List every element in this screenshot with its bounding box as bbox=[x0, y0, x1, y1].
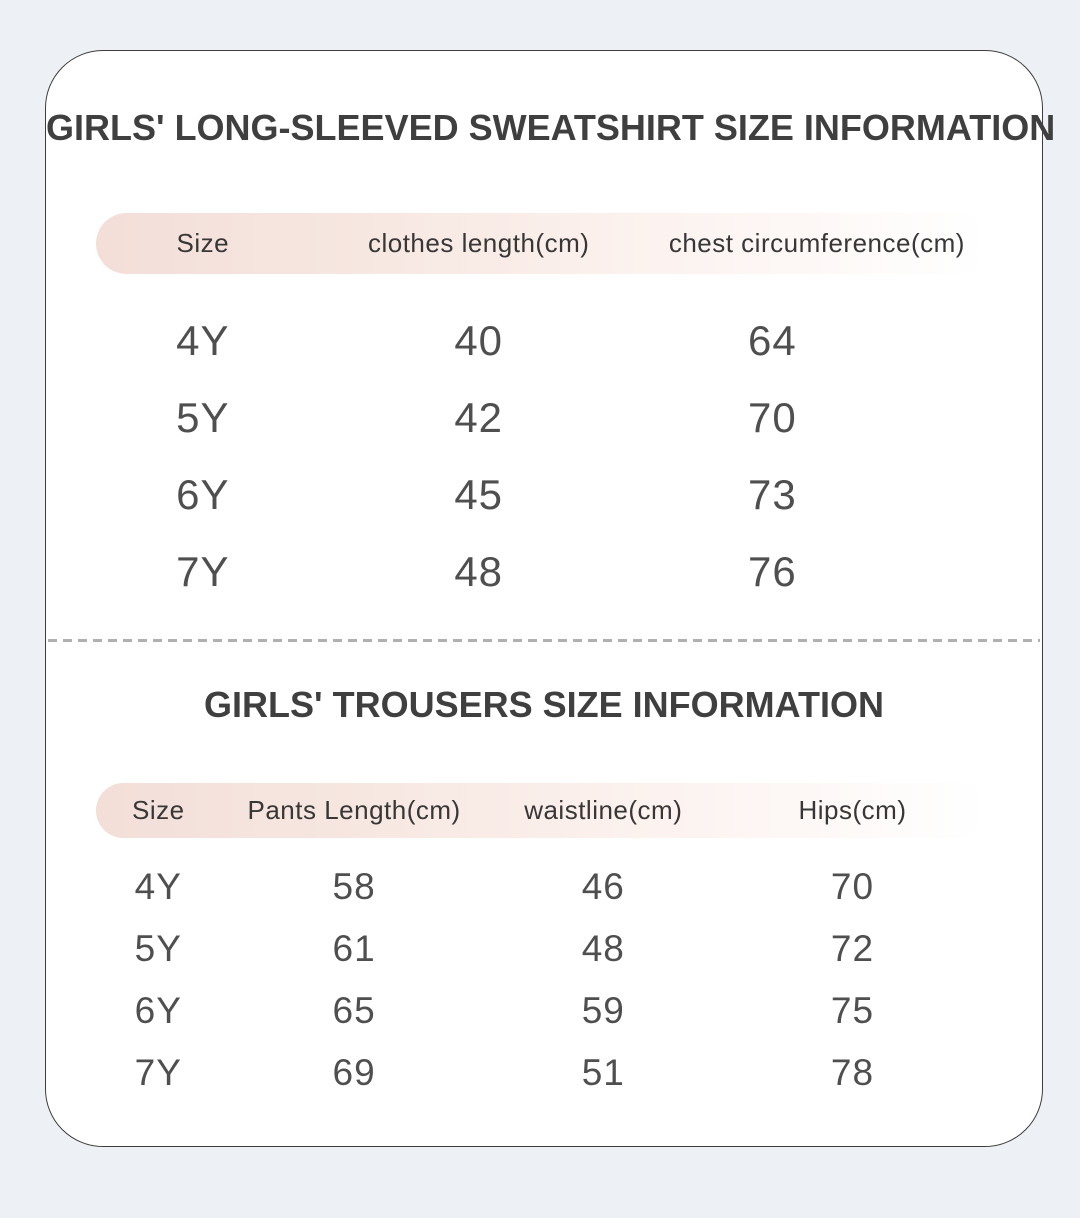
size-cell: 6Y bbox=[134, 990, 182, 1031]
header-pants-length: Pants Length(cm) bbox=[247, 795, 461, 825]
header-hips: Hips(cm) bbox=[798, 795, 907, 825]
waistline-cell: 59 bbox=[581, 990, 625, 1031]
sweatshirt-section-title: GIRLS' LONG-SLEEVED SWEATSHIRT SIZE INFORMATION bbox=[46, 107, 1056, 148]
chest-circumference-cell: 64 bbox=[748, 316, 797, 364]
waistline-cell: 51 bbox=[581, 1052, 625, 1093]
hips-cell: 75 bbox=[830, 990, 875, 1031]
hips-cell: 70 bbox=[830, 866, 875, 907]
size-cell: 4Y bbox=[176, 316, 230, 364]
table-row bbox=[96, 918, 986, 980]
header-waistline: waistline(cm) bbox=[524, 795, 683, 825]
size-cell: 5Y bbox=[134, 928, 182, 969]
pants-length-cell: 58 bbox=[332, 866, 376, 907]
sweatshirt-header-row bbox=[96, 213, 986, 274]
chest-circumference-cell: 73 bbox=[748, 470, 797, 518]
clothes-length-cell: 48 bbox=[454, 547, 504, 595]
hips-cell: 78 bbox=[830, 1052, 875, 1093]
size-info-card bbox=[45, 50, 1056, 1147]
table-row bbox=[96, 302, 986, 379]
header-clothes-length: clothes length(cm) bbox=[367, 228, 590, 258]
chest-circumference-cell: 70 bbox=[748, 393, 797, 441]
trousers-section-title: GIRLS' TROUSERS SIZE INFORMATION bbox=[204, 684, 884, 725]
pants-length-cell: 65 bbox=[332, 990, 376, 1031]
size-cell: 6Y bbox=[176, 470, 230, 518]
trousers-table-body bbox=[96, 856, 986, 1104]
waistline-cell: 46 bbox=[581, 866, 625, 907]
table-row bbox=[96, 533, 986, 610]
waistline-cell: 48 bbox=[581, 928, 625, 969]
size-cell: 7Y bbox=[176, 547, 230, 595]
hips-cell: 72 bbox=[830, 928, 875, 969]
table-row bbox=[96, 456, 986, 533]
header-size: Size bbox=[132, 795, 185, 825]
table-row bbox=[96, 980, 986, 1042]
chest-circumference-cell: 76 bbox=[748, 547, 797, 595]
table-row bbox=[96, 1042, 986, 1104]
table-row bbox=[96, 379, 986, 456]
size-cell: 7Y bbox=[134, 1052, 182, 1093]
table-row bbox=[96, 856, 986, 918]
sweatshirt-table-body bbox=[96, 302, 986, 610]
pants-length-cell: 61 bbox=[332, 928, 376, 969]
dashed-divider bbox=[48, 639, 1040, 642]
size-cell: 4Y bbox=[134, 866, 182, 907]
pants-length-cell: 69 bbox=[332, 1052, 376, 1093]
clothes-length-cell: 45 bbox=[454, 470, 504, 518]
clothes-length-cell: 40 bbox=[454, 316, 504, 364]
clothes-length-cell: 42 bbox=[454, 393, 504, 441]
header-chest-circumference: chest circumference(cm) bbox=[668, 228, 965, 258]
trousers-header-row bbox=[96, 783, 986, 838]
header-size: Size bbox=[176, 228, 230, 258]
size-cell: 5Y bbox=[176, 393, 230, 441]
